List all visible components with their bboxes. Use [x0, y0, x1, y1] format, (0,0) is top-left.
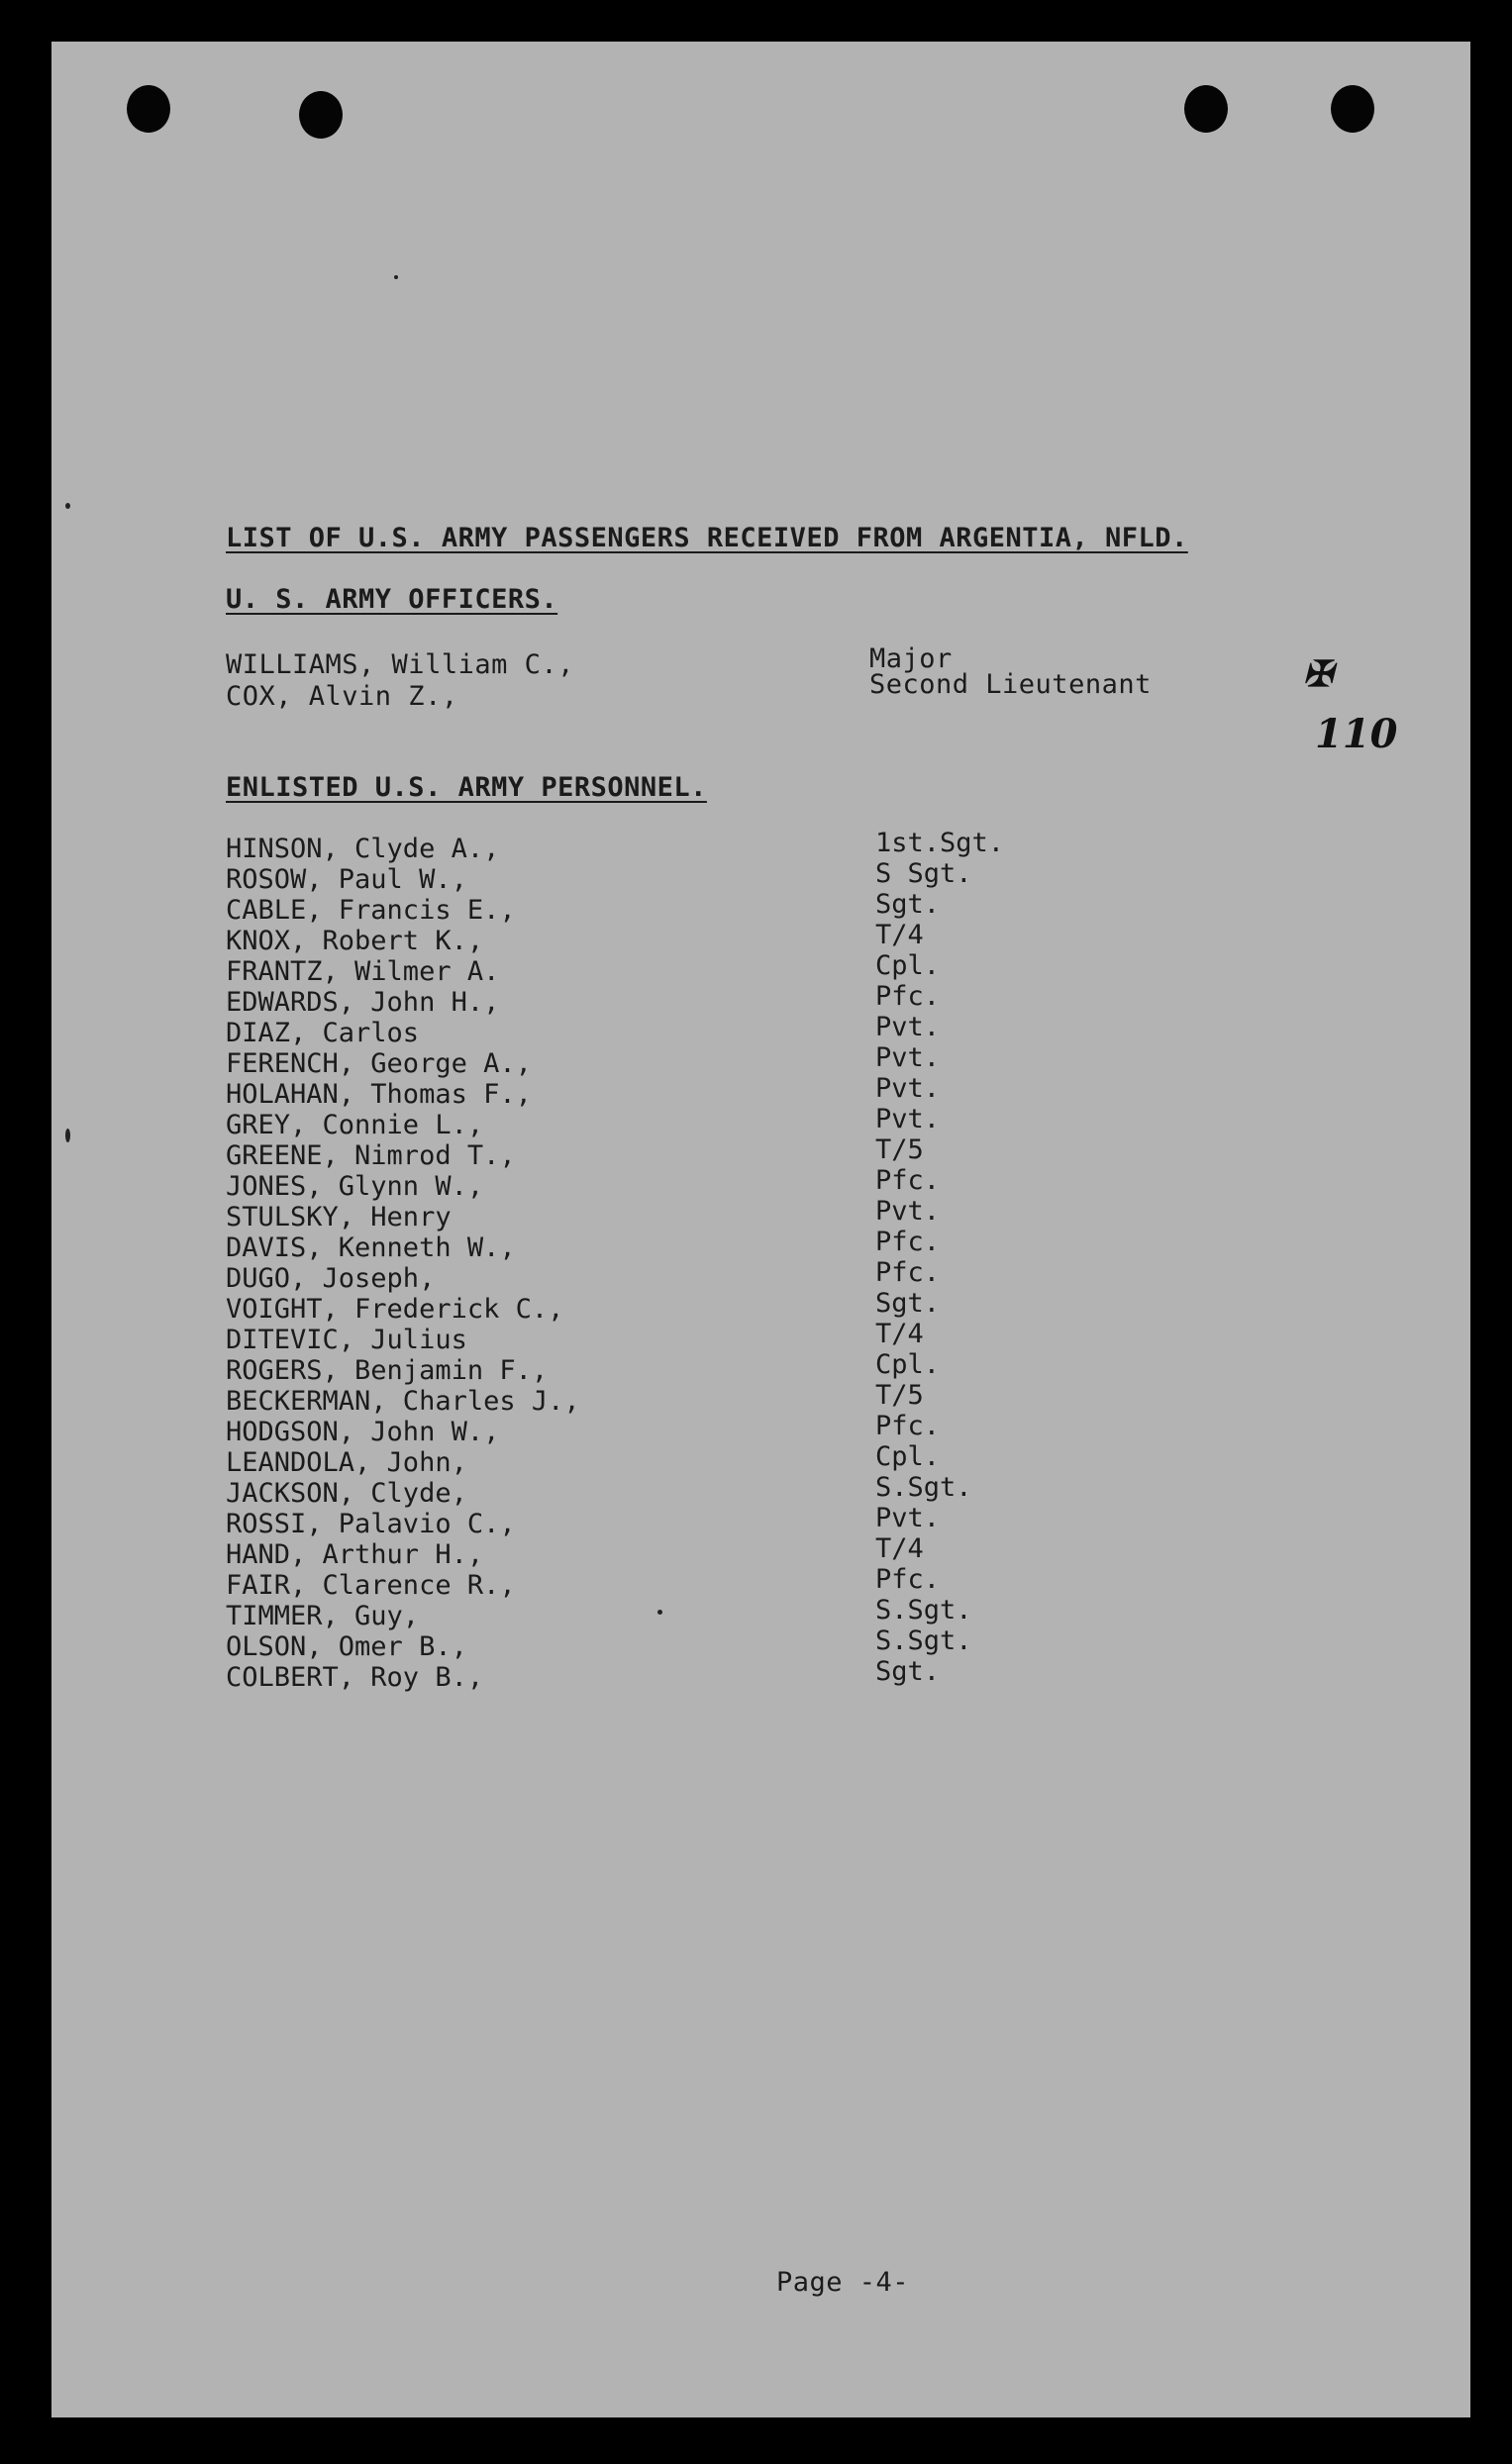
- list-item: [51, 1503, 1470, 1539]
- enlisted-rank: T/4: [875, 920, 924, 950]
- list-item: [51, 1134, 1470, 1171]
- list-item: [51, 1288, 1470, 1325]
- enlisted-rank: Pfc.: [875, 1564, 941, 1595]
- enlisted-name: GREENE, Nimrod T.,: [226, 1140, 516, 1171]
- enlisted-rank: Sgt.: [875, 889, 941, 920]
- list-item: [51, 1319, 1470, 1355]
- enlisted-rank: Pfc.: [875, 1227, 941, 1257]
- enlisted-rank: Pfc.: [875, 1411, 941, 1441]
- enlisted-rank: Cpl.: [875, 1349, 941, 1380]
- enlisted-rank: Cpl.: [875, 1441, 941, 1472]
- list-item: [51, 1349, 1470, 1386]
- list-item: [51, 981, 1470, 1018]
- enlisted-name: VOIGHT, Frederick C.,: [226, 1294, 564, 1325]
- enlisted-rank: T/5: [875, 1380, 924, 1411]
- officer-rank: Second Lieutenant: [869, 669, 1152, 700]
- enlisted-name: ROSOW, Paul W.,: [226, 864, 467, 895]
- list-item: [51, 1626, 1470, 1662]
- punch-hole-right-2: [1331, 85, 1374, 133]
- enlisted-rank: Pfc.: [875, 1257, 941, 1288]
- enlisted-name: BECKERMAN, Charles J.,: [226, 1386, 580, 1417]
- list-item: [51, 1380, 1470, 1417]
- list-item: [51, 1104, 1470, 1140]
- list-item: [51, 889, 1470, 926]
- enlisted-rank: S.Sgt.: [875, 1595, 972, 1626]
- punch-hole-left-2: [299, 91, 343, 139]
- list-item: [51, 1012, 1470, 1048]
- enlisted-rank: Sgt.: [875, 1656, 941, 1687]
- list-item: [51, 1073, 1470, 1110]
- list-item: [51, 858, 1470, 895]
- enlisted-name: STULSKY, Henry: [226, 1202, 452, 1232]
- handwritten-initials-stamp: ✠: [1303, 653, 1334, 695]
- enlisted-name: JACKSON, Clyde,: [226, 1478, 467, 1509]
- punch-hole-left-1: [127, 85, 170, 133]
- list-item: [51, 1196, 1470, 1232]
- enlisted-rank: Pvt.: [875, 1104, 941, 1134]
- document-page: [51, 42, 1470, 2417]
- ink-speck: [394, 275, 398, 279]
- officer-name: WILLIAMS, William C.,: [226, 649, 574, 680]
- enlisted-name: EDWARDS, John H.,: [226, 987, 500, 1018]
- punch-hole-right-1: [1184, 85, 1228, 133]
- enlisted-rank: Pvt.: [875, 1042, 941, 1073]
- enlisted-name: DUGO, Joseph,: [226, 1263, 436, 1294]
- list-item: [51, 1257, 1470, 1294]
- enlisted-rank: 1st.Sgt.: [875, 828, 1005, 858]
- page-title: LIST OF U.S. ARMY PASSENGERS RECEIVED FROM ARGENTIA, NFLD.: [226, 523, 1188, 553]
- enlisted-name: HAND, Arthur H.,: [226, 1539, 484, 1570]
- enlisted-rank: Pvt.: [875, 1012, 941, 1042]
- enlisted-name: GREY, Connie L.,: [226, 1110, 484, 1140]
- list-item: [51, 1165, 1470, 1202]
- list-item: [51, 950, 1470, 987]
- enlisted-name: FRANTZ, Wilmer A.: [226, 956, 500, 987]
- list-item: [51, 1564, 1470, 1601]
- list-item: [51, 1411, 1470, 1447]
- enlisted-rank: T/4: [875, 1319, 924, 1349]
- list-item: [51, 1595, 1470, 1631]
- list-item: [51, 828, 1470, 864]
- enlisted-name: DAVIS, Kenneth W.,: [226, 1232, 516, 1263]
- officer-rank: Major: [869, 643, 953, 674]
- enlisted-name: DIAZ, Carlos: [226, 1018, 420, 1048]
- list-item: [51, 1227, 1470, 1263]
- enlisted-name: HOLAHAN, Thomas F.,: [226, 1079, 532, 1110]
- enlisted-name: HINSON, Clyde A.,: [226, 834, 500, 864]
- enlisted-name: FAIR, Clarence R.,: [226, 1570, 516, 1601]
- enlisted-name: CABLE, Francis E.,: [226, 895, 516, 926]
- enlisted-name: KNOX, Robert K.,: [226, 926, 484, 956]
- enlisted-rank: S.Sgt.: [875, 1626, 972, 1656]
- list-item: [51, 1472, 1470, 1509]
- enlisted-rank: Pvt.: [875, 1196, 941, 1227]
- enlisted-name: HODGSON, John W.,: [226, 1417, 500, 1447]
- enlisted-name: ROGERS, Benjamin F.,: [226, 1355, 549, 1386]
- enlisted-rank: Pfc.: [875, 981, 941, 1012]
- enlisted-name: TIMMER, Guy,: [226, 1601, 420, 1631]
- list-item: [51, 1042, 1470, 1079]
- officers-heading: U. S. ARMY OFFICERS.: [226, 584, 558, 615]
- enlisted-rank: Pvt.: [875, 1073, 941, 1104]
- enlisted-rank: S Sgt.: [875, 858, 972, 889]
- list-item: [51, 1441, 1470, 1478]
- list-item: [51, 1533, 1470, 1570]
- page-number: Page -4-: [776, 2267, 910, 2298]
- handwritten-page-number: 110: [1315, 711, 1398, 757]
- enlisted-name: DITEVIC, Julius: [226, 1325, 467, 1355]
- enlisted-name: COLBERT, Roy B.,: [226, 1662, 484, 1693]
- enlisted-name: OLSON, Omer B.,: [226, 1631, 467, 1662]
- enlisted-rank: T/4: [875, 1533, 924, 1564]
- enlisted-heading: ENLISTED U.S. ARMY PERSONNEL.: [226, 772, 707, 803]
- enlisted-rank: Pfc.: [875, 1165, 941, 1196]
- enlisted-rank: T/5: [875, 1134, 924, 1165]
- enlisted-rank: S.Sgt.: [875, 1472, 972, 1503]
- enlisted-name: ROSSI, Palavio C.,: [226, 1509, 516, 1539]
- officer-name: COX, Alvin Z.,: [226, 681, 458, 712]
- enlisted-rank: Pvt.: [875, 1503, 941, 1533]
- enlisted-name: JONES, Glynn W.,: [226, 1171, 484, 1202]
- list-item: [51, 1656, 1470, 1693]
- enlisted-rank: Sgt.: [875, 1288, 941, 1319]
- enlisted-name: LEANDOLA, John,: [226, 1447, 467, 1478]
- ink-speck: [65, 503, 70, 509]
- enlisted-name: FERENCH, George A.,: [226, 1048, 532, 1079]
- list-item: [51, 920, 1470, 956]
- enlisted-rank: Cpl.: [875, 950, 941, 981]
